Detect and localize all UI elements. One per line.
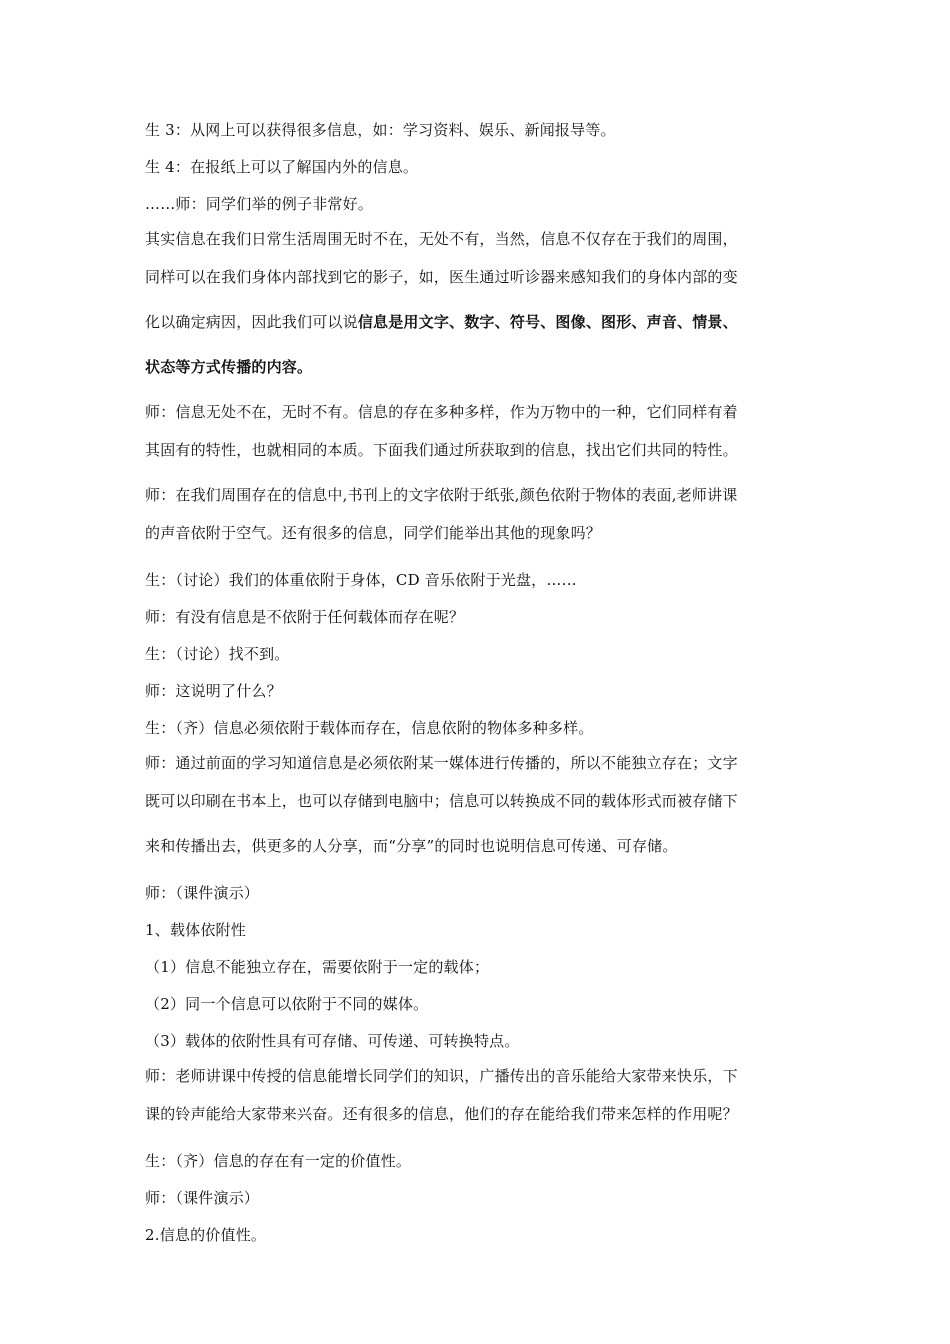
text-line: 生：（齐）信息必须依附于载体而存在，信息依附的物体多种多样。 (145, 719, 594, 737)
text-line: 师：这说明了什么？ (145, 682, 282, 700)
text-line-mixed (145, 306, 810, 351)
paragraph-teacher (145, 396, 810, 479)
text-line: 既可以印刷在书本上，也可以存储到电脑中；信息可以转换成不同的载体形式而被存储下 (145, 792, 738, 810)
text-line: 其固有的特性，也就相同的本质。下面我们通过所获取到的信息，找出它们共同的特性。 (145, 441, 738, 459)
bold-definition: 信息是用文字、数字、符号、图像、图形、声音、情景、 (357, 313, 738, 331)
list-item: （1）信息不能独立存在，需要依附于一定的载体； (145, 958, 490, 976)
paragraph-teacher (145, 479, 810, 562)
text-line: 的声音依附于空气。还有很多的信息，同学们能举出其他的现象吗？ (145, 524, 602, 542)
bold-definition: 状态等方式传播的内容。 (145, 358, 313, 376)
text-line: ……师：同学们举的例子非常好。 (145, 195, 374, 213)
text-line: 其实信息在我们日常生活周围无时不在，无处不有，当然，信息不仅存在于我们的周围， (145, 230, 738, 248)
text-line: 师：信息无处不在，无时不有。信息的存在多种多样，作为万物中的一种，它们同样有着 (145, 403, 738, 421)
text-line: 生：（齐）信息的存在有一定的价值性。 (145, 1152, 412, 1170)
text-line: 师：在我们周围存在的信息中,书刊上的文字依附于纸张,颜色依附于物体的表面,老师讲课 (145, 486, 738, 504)
text-line: 生 4：在报纸上可以了解国内外的信息。 (145, 158, 419, 176)
list-item: （2）同一个信息可以依附于不同的媒体。 (145, 995, 429, 1013)
list-item: （3）载体的依附性具有可存储、可传递、可转换特点。 (145, 1032, 520, 1050)
text-line: 生 3：从网上可以获得很多信息，如：学习资料、娱乐、新闻报导等。 (145, 121, 616, 139)
text-line: 师：（课件演示） (145, 884, 260, 902)
text-line: 师：有没有信息是不依附于任何载体而存在呢？ (145, 608, 465, 626)
text-line (145, 351, 810, 396)
plain-text: 化以确定病因，因此我们可以说 (145, 313, 358, 331)
text-line: 师：老师讲课中传授的信息能增长同学们的知识，广播传出的音乐能给大家带来快乐，下 (145, 1067, 738, 1085)
text-line: 同样可以在我们身体内部找到它的影子，如，医生通过听诊器来感知我们的身体内部的变 (145, 268, 738, 286)
paragraph-information-definition (145, 223, 810, 396)
section-heading: 1、载体依附性 (145, 921, 246, 939)
text-line: 师：（课件演示） (145, 1189, 260, 1207)
document-body (145, 112, 810, 1254)
text-line: 师：通过前面的学习知道信息是必须依附某一媒体进行传播的，所以不能独立存在；文字 (145, 754, 738, 772)
paragraph-teacher (145, 1060, 810, 1143)
text-line: 生：（讨论）找不到。 (145, 645, 290, 663)
paragraph-teacher (145, 747, 810, 875)
text-line: 来和传播出去，供更多的人分享，而“分享”的同时也说明信息可传递、可存储。 (145, 837, 678, 855)
text-line: 课的铃声能给大家带来兴奋。还有很多的信息，他们的存在能给我们带来怎样的作用呢？ (145, 1105, 738, 1123)
text-line: 生：（讨论）我们的体重依附于身体，CD 音乐依附于光盘，…… (145, 571, 577, 589)
section-heading: 2.信息的价值性。 (145, 1226, 267, 1244)
